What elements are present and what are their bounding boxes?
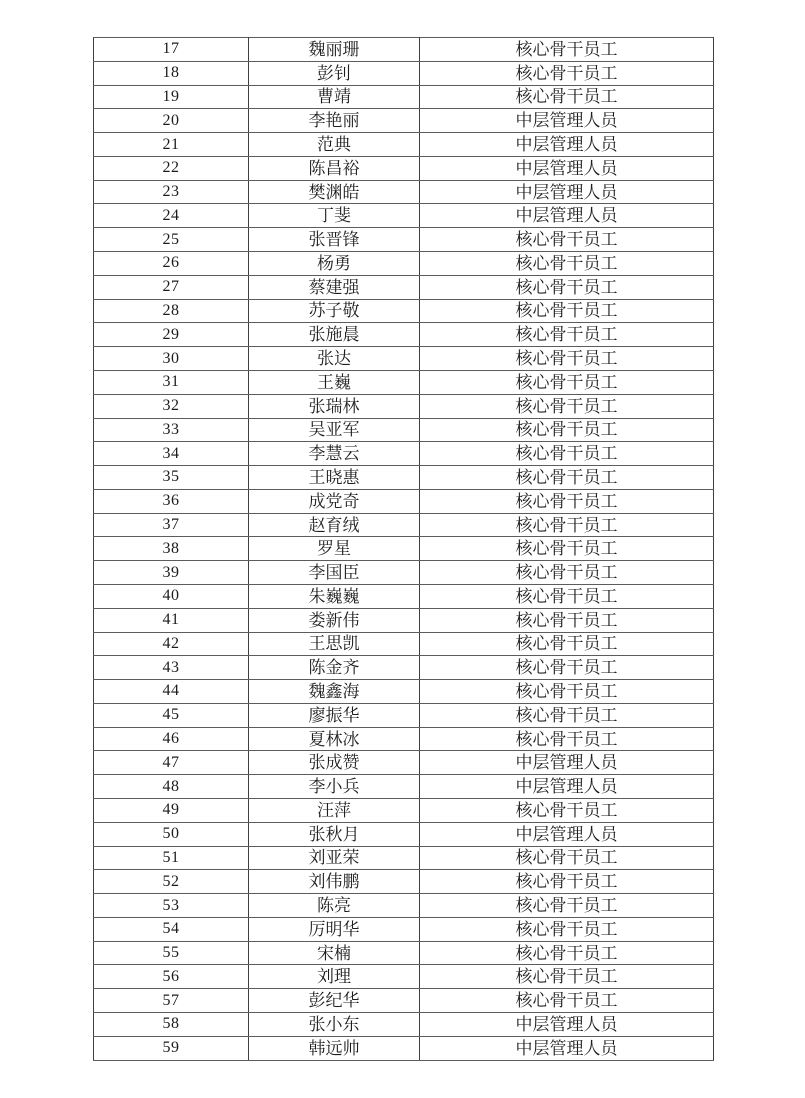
employee-name-cell: 苏子敬 <box>249 299 420 323</box>
table-row <box>94 608 714 632</box>
table-row <box>94 109 714 133</box>
employee-category-cell: 核心骨干员工 <box>420 228 714 252</box>
employee-category-cell: 核心骨干员工 <box>420 323 714 347</box>
employee-category-cell: 核心骨干员工 <box>420 537 714 561</box>
employee-name-cell: 张小东 <box>249 1013 420 1037</box>
employee-category-cell: 中层管理人员 <box>420 751 714 775</box>
employee-name-cell: 刘理 <box>249 965 420 989</box>
employee-category-cell: 中层管理人员 <box>420 156 714 180</box>
employee-category-cell: 核心骨干员工 <box>420 703 714 727</box>
employee-category-cell: 中层管理人员 <box>420 204 714 228</box>
row-number-cell: 43 <box>94 656 249 680</box>
employee-name-cell: 丁斐 <box>249 204 420 228</box>
employee-name-cell: 赵育绒 <box>249 513 420 537</box>
row-number-cell: 54 <box>94 917 249 941</box>
table-row <box>94 489 714 513</box>
employee-category-cell: 核心骨干员工 <box>420 894 714 918</box>
table-row <box>94 394 714 418</box>
employee-category-cell: 核心骨干员工 <box>420 799 714 823</box>
table-row <box>94 275 714 299</box>
row-number-cell: 42 <box>94 632 249 656</box>
employee-category-cell: 核心骨干员工 <box>420 965 714 989</box>
row-number-cell: 19 <box>94 85 249 109</box>
employee-category-cell: 核心骨干员工 <box>420 727 714 751</box>
table-row <box>94 228 714 252</box>
table-row <box>94 323 714 347</box>
employee-category-cell: 核心骨干员工 <box>420 989 714 1013</box>
table-row <box>94 989 714 1013</box>
employee-category-cell: 核心骨干员工 <box>420 489 714 513</box>
row-number-cell: 17 <box>94 38 249 62</box>
employee-category-cell: 核心骨干员工 <box>420 941 714 965</box>
employee-name-cell: 朱巍巍 <box>249 584 420 608</box>
table-row <box>94 61 714 85</box>
employee-name-cell: 张达 <box>249 347 420 371</box>
row-number-cell: 31 <box>94 370 249 394</box>
table-row <box>94 1036 714 1060</box>
employee-roster-table <box>93 37 714 1061</box>
row-number-cell: 26 <box>94 252 249 276</box>
employee-category-cell: 中层管理人员 <box>420 1036 714 1060</box>
employee-category-cell: 中层管理人员 <box>420 1013 714 1037</box>
table-row <box>94 299 714 323</box>
row-number-cell: 59 <box>94 1036 249 1060</box>
row-number-cell: 27 <box>94 275 249 299</box>
table-row <box>94 347 714 371</box>
employee-name-cell: 范典 <box>249 133 420 157</box>
employee-name-cell: 张施晨 <box>249 323 420 347</box>
row-number-cell: 44 <box>94 680 249 704</box>
employee-name-cell: 汪萍 <box>249 799 420 823</box>
employee-category-cell: 核心骨干员工 <box>420 917 714 941</box>
employee-name-cell: 刘亚荣 <box>249 846 420 870</box>
employee-category-cell: 核心骨干员工 <box>420 870 714 894</box>
employee-name-cell: 陈昌裕 <box>249 156 420 180</box>
employee-name-cell: 杨勇 <box>249 252 420 276</box>
table-row <box>94 204 714 228</box>
table-row <box>94 870 714 894</box>
employee-name-cell: 陈金齐 <box>249 656 420 680</box>
row-number-cell: 38 <box>94 537 249 561</box>
row-number-cell: 29 <box>94 323 249 347</box>
row-number-cell: 50 <box>94 822 249 846</box>
row-number-cell: 37 <box>94 513 249 537</box>
row-number-cell: 46 <box>94 727 249 751</box>
employee-category-cell: 核心骨干员工 <box>420 680 714 704</box>
table-row <box>94 561 714 585</box>
employee-category-cell: 中层管理人员 <box>420 133 714 157</box>
row-number-cell: 33 <box>94 418 249 442</box>
employee-category-cell: 核心骨干员工 <box>420 252 714 276</box>
employee-category-cell: 核心骨干员工 <box>420 418 714 442</box>
employee-category-cell: 核心骨干员工 <box>420 656 714 680</box>
employee-category-cell: 核心骨干员工 <box>420 608 714 632</box>
table-row <box>94 965 714 989</box>
employee-name-cell: 成党奇 <box>249 489 420 513</box>
table-row <box>94 775 714 799</box>
row-number-cell: 51 <box>94 846 249 870</box>
employee-category-cell: 中层管理人员 <box>420 822 714 846</box>
employee-name-cell: 韩远帅 <box>249 1036 420 1060</box>
employee-category-cell: 中层管理人员 <box>420 775 714 799</box>
employee-category-cell: 核心骨干员工 <box>420 442 714 466</box>
employee-name-cell: 李国臣 <box>249 561 420 585</box>
employee-category-cell: 中层管理人员 <box>420 109 714 133</box>
table-row <box>94 133 714 157</box>
table-row <box>94 822 714 846</box>
row-number-cell: 35 <box>94 466 249 490</box>
table-row <box>94 751 714 775</box>
employee-name-cell: 罗星 <box>249 537 420 561</box>
row-number-cell: 40 <box>94 584 249 608</box>
employee-name-cell: 王晓惠 <box>249 466 420 490</box>
row-number-cell: 18 <box>94 61 249 85</box>
employee-name-cell: 李艳丽 <box>249 109 420 133</box>
employee-name-cell: 魏鑫海 <box>249 680 420 704</box>
row-number-cell: 58 <box>94 1013 249 1037</box>
table-row <box>94 1013 714 1037</box>
table-row <box>94 632 714 656</box>
row-number-cell: 56 <box>94 965 249 989</box>
row-number-cell: 20 <box>94 109 249 133</box>
employee-category-cell: 核心骨干员工 <box>420 370 714 394</box>
employee-name-cell: 李慧云 <box>249 442 420 466</box>
row-number-cell: 36 <box>94 489 249 513</box>
employee-category-cell: 核心骨干员工 <box>420 394 714 418</box>
row-number-cell: 48 <box>94 775 249 799</box>
table-row <box>94 799 714 823</box>
employee-category-cell: 核心骨干员工 <box>420 513 714 537</box>
employee-category-cell: 核心骨干员工 <box>420 584 714 608</box>
table-row <box>94 252 714 276</box>
employee-name-cell: 彭纪华 <box>249 989 420 1013</box>
table-row <box>94 442 714 466</box>
row-number-cell: 28 <box>94 299 249 323</box>
table-row <box>94 156 714 180</box>
employee-name-cell: 刘伟鹏 <box>249 870 420 894</box>
employee-name-cell: 夏林冰 <box>249 727 420 751</box>
row-number-cell: 21 <box>94 133 249 157</box>
table-row <box>94 85 714 109</box>
table-row <box>94 917 714 941</box>
employee-name-cell: 娄新伟 <box>249 608 420 632</box>
employee-name-cell: 厉明华 <box>249 917 420 941</box>
employee-name-cell: 蔡建强 <box>249 275 420 299</box>
employee-category-cell: 中层管理人员 <box>420 180 714 204</box>
row-number-cell: 39 <box>94 561 249 585</box>
employee-name-cell: 李小兵 <box>249 775 420 799</box>
employee-category-cell: 核心骨干员工 <box>420 275 714 299</box>
employee-category-cell: 核心骨干员工 <box>420 347 714 371</box>
employee-name-cell: 吴亚军 <box>249 418 420 442</box>
row-number-cell: 23 <box>94 180 249 204</box>
table-row <box>94 513 714 537</box>
row-number-cell: 55 <box>94 941 249 965</box>
table-row <box>94 941 714 965</box>
row-number-cell: 57 <box>94 989 249 1013</box>
employee-name-cell: 张成赞 <box>249 751 420 775</box>
employee-category-cell: 核心骨干员工 <box>420 61 714 85</box>
table-row <box>94 727 714 751</box>
row-number-cell: 41 <box>94 608 249 632</box>
employee-name-cell: 宋楠 <box>249 941 420 965</box>
table-row <box>94 180 714 204</box>
employee-name-cell: 魏丽珊 <box>249 38 420 62</box>
employee-name-cell: 樊渊皓 <box>249 180 420 204</box>
row-number-cell: 22 <box>94 156 249 180</box>
row-number-cell: 25 <box>94 228 249 252</box>
row-number-cell: 45 <box>94 703 249 727</box>
employee-name-cell: 王巍 <box>249 370 420 394</box>
row-number-cell: 49 <box>94 799 249 823</box>
table-row <box>94 584 714 608</box>
table-row <box>94 537 714 561</box>
employee-category-cell: 核心骨干员工 <box>420 85 714 109</box>
employee-category-cell: 核心骨干员工 <box>420 466 714 490</box>
employee-category-cell: 核心骨干员工 <box>420 299 714 323</box>
table-row <box>94 846 714 870</box>
table-row <box>94 656 714 680</box>
row-number-cell: 32 <box>94 394 249 418</box>
table-row <box>94 680 714 704</box>
employee-name-cell: 张晋锋 <box>249 228 420 252</box>
employee-name-cell: 王思凯 <box>249 632 420 656</box>
employee-name-cell: 张瑞林 <box>249 394 420 418</box>
table-row <box>94 38 714 62</box>
table-row <box>94 894 714 918</box>
employee-name-cell: 张秋月 <box>249 822 420 846</box>
employee-name-cell: 陈亮 <box>249 894 420 918</box>
employee-name-cell: 彭钊 <box>249 61 420 85</box>
row-number-cell: 47 <box>94 751 249 775</box>
employee-category-cell: 核心骨干员工 <box>420 632 714 656</box>
row-number-cell: 24 <box>94 204 249 228</box>
employee-category-cell: 核心骨干员工 <box>420 38 714 62</box>
employee-category-cell: 核心骨干员工 <box>420 846 714 870</box>
table-row <box>94 370 714 394</box>
table-row <box>94 703 714 727</box>
table-row <box>94 418 714 442</box>
roster-table-body <box>94 38 714 1061</box>
row-number-cell: 53 <box>94 894 249 918</box>
table-row <box>94 466 714 490</box>
row-number-cell: 52 <box>94 870 249 894</box>
employee-name-cell: 曹靖 <box>249 85 420 109</box>
employee-category-cell: 核心骨干员工 <box>420 561 714 585</box>
row-number-cell: 30 <box>94 347 249 371</box>
row-number-cell: 34 <box>94 442 249 466</box>
employee-name-cell: 廖振华 <box>249 703 420 727</box>
